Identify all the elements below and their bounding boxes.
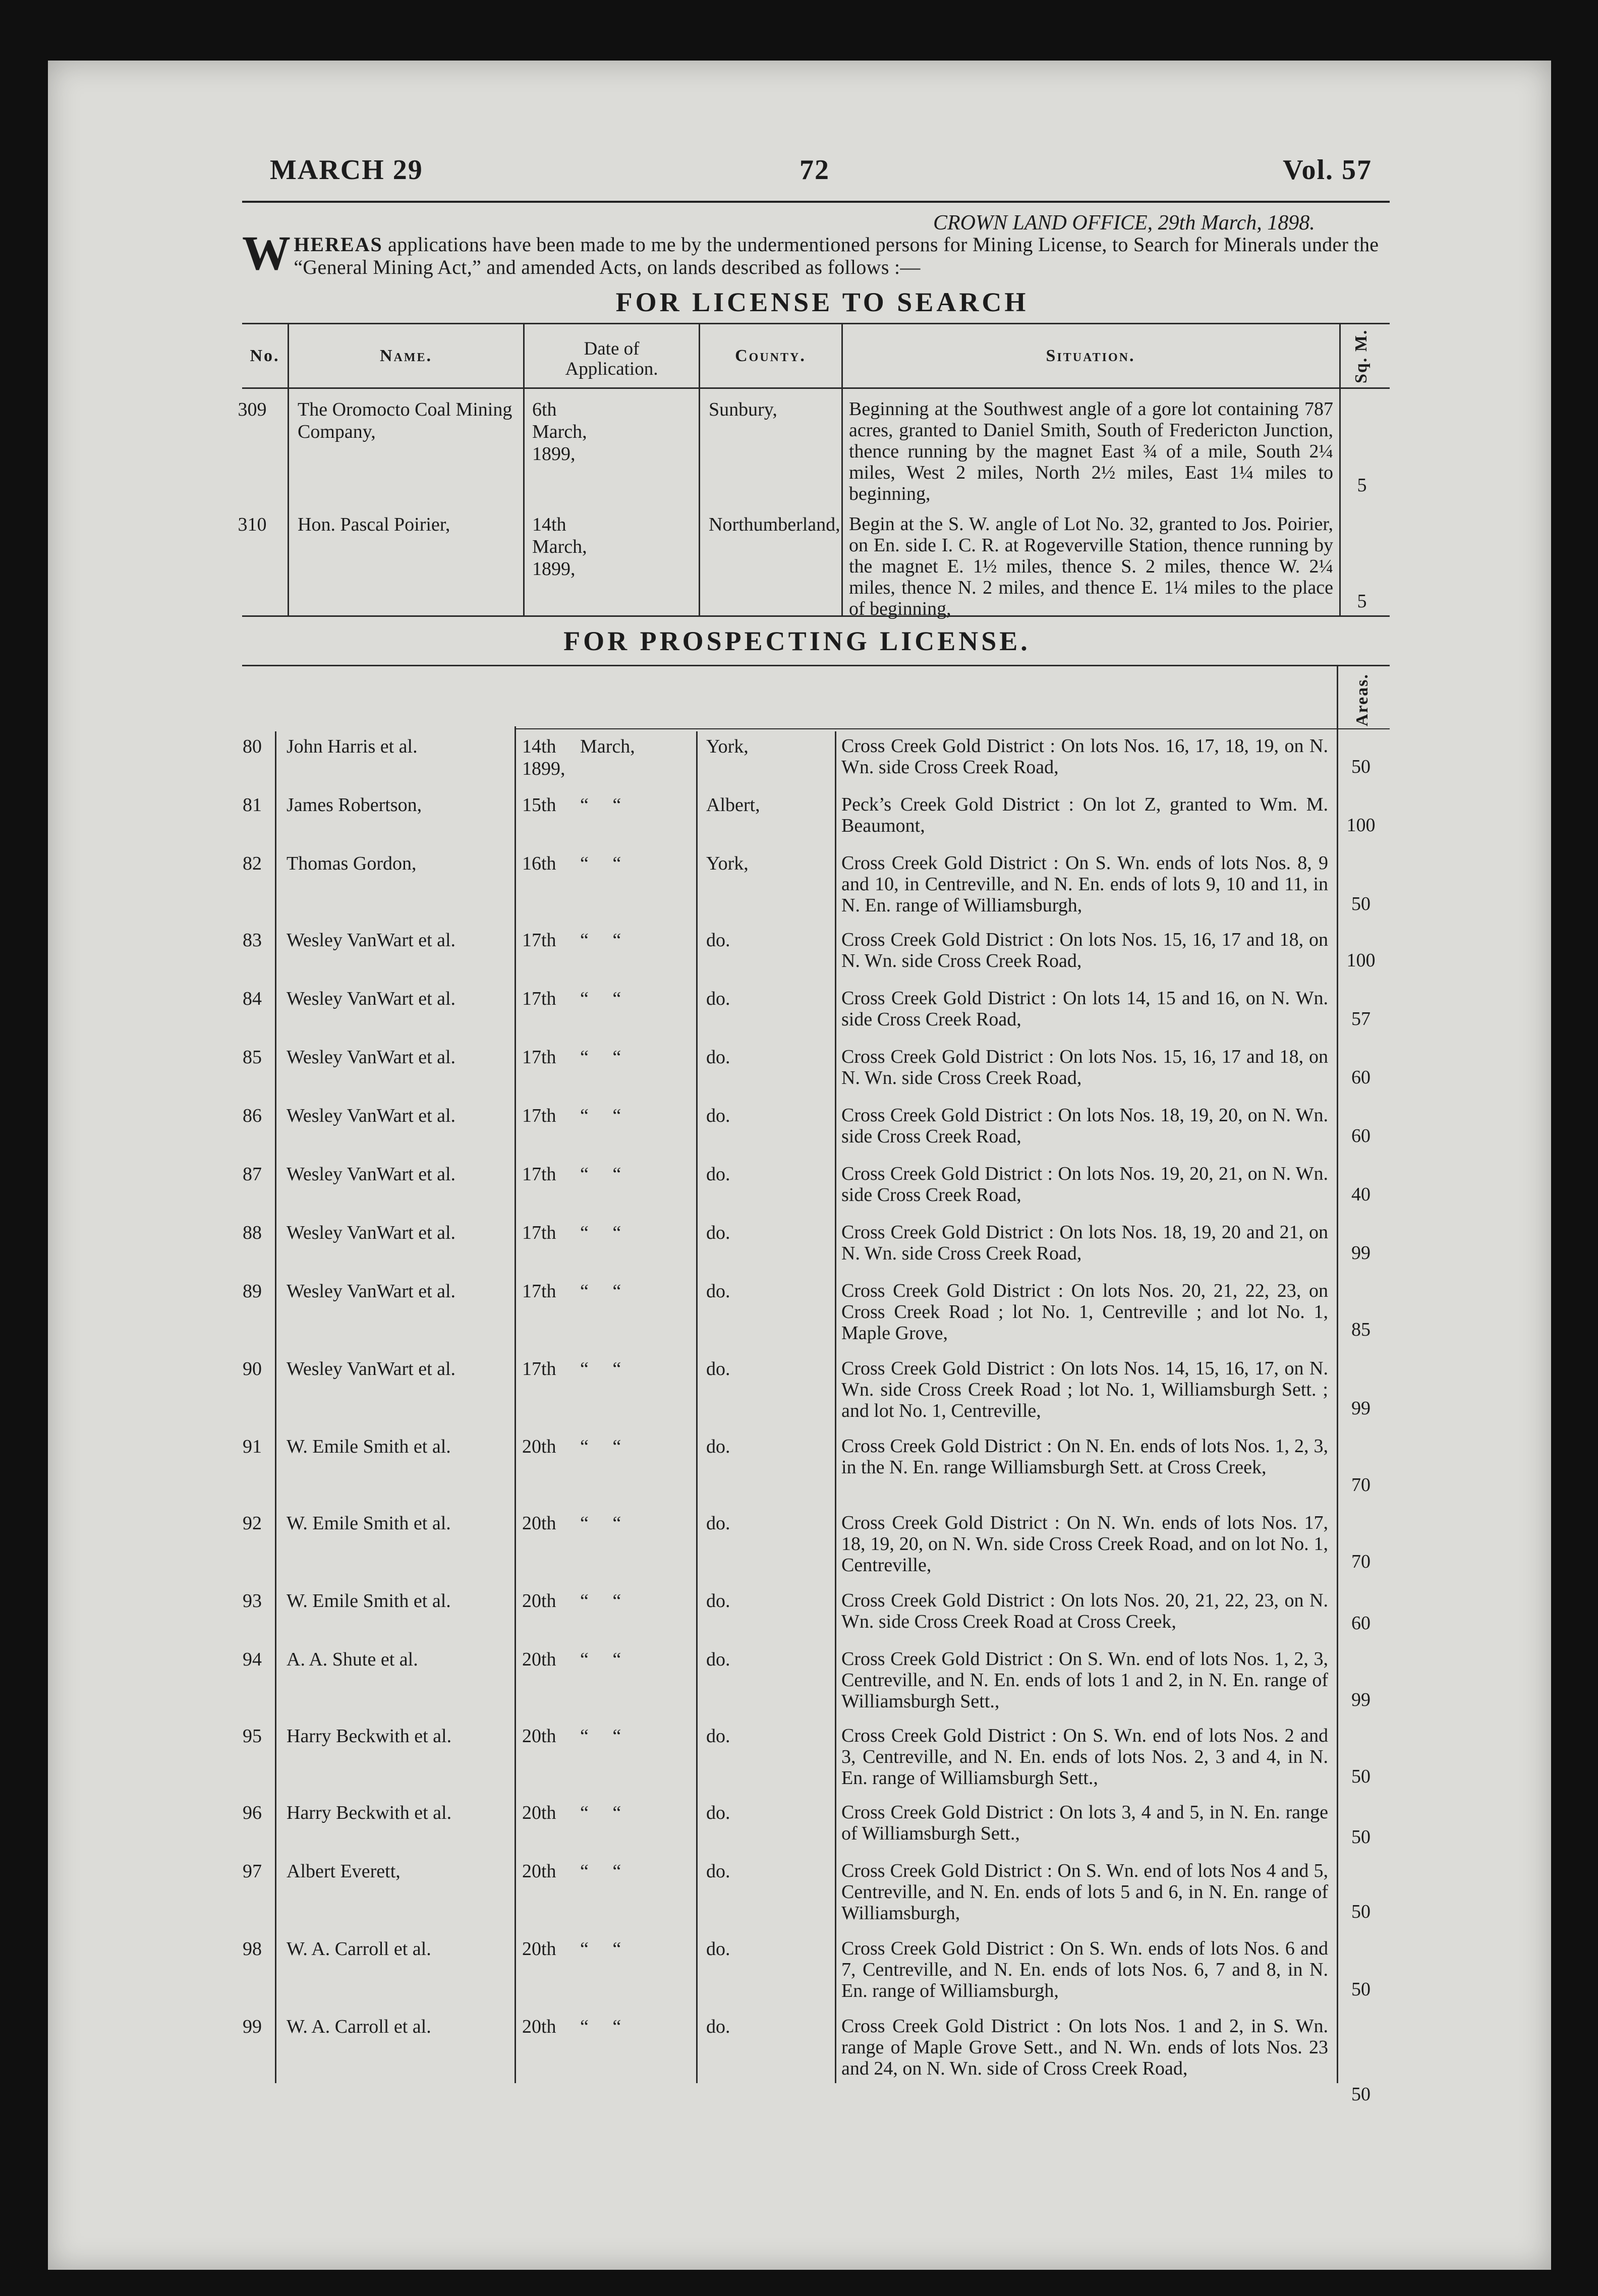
prospect-row-area: 40 [1351,1184,1371,1205]
column-header-date: Date of Application. [565,338,658,379]
prospect-row-situation: Cross Creek Gold District : On lots Nos. 18, 19, 20, on N. Wn. side Cross Creek Road, [841,1105,1328,1147]
search-row-name: The Oromocto Coal Mining Company, [298,399,512,442]
prospect-row-situation: Cross Creek Gold District : On lots 3, 4 and 5, in N. En. range of Williamsburgh Sett., [841,1802,1328,1844]
prospect-row-name: Wesley VanWart et al. [287,1164,456,1185]
prospect-row-situation: Cross Creek Gold District : On lots Nos. 20, 21, 22, 23, on N. Wn. side Cross Creek Road at Cross Creek, [841,1590,1328,1632]
prospect-row-no: 80 [243,736,262,757]
search-row-no: 310 [238,514,267,535]
prospect-row-name: W. Emile Smith et al. [287,1590,451,1612]
whereas-lead: HEREAS [294,233,383,256]
prospect-row-date: 15th “ “ [522,794,621,816]
prospect-row-area: 50 [1351,1826,1371,1848]
prospect-row-area: 70 [1351,1474,1371,1496]
prospect-row-area: 99 [1351,1689,1371,1710]
search-col-divider [699,324,700,615]
prospect-row-no: 94 [243,1649,262,1670]
prospect-row-county: do. [706,1281,730,1302]
prospect-row-name: Albert Everett, [287,1861,401,1882]
prospect-row-county: do. [706,1222,730,1243]
prospect-row-county: York, [706,853,749,874]
header-date: MARCH 29 [270,154,423,186]
search-row-situation: Begin at the S. W. angle of Lot No. 32, granted to Jos. Poirier, on En. side I. C. R. at Rogeverville Station, thence running by the magnet E. 1½ miles, thence S. 2 miles, thence W. 2¼ miles, thence N. 2 miles, and thence E. 1¼ miles to the place of beginning, [849,513,1333,619]
column-header-no: No. [250,347,280,365]
column-header-areas: Areas. [1353,673,1372,726]
prospect-col-divider [515,726,516,2083]
prospect-row-date: 17th “ “ [522,1047,621,1068]
prospect-row-county: do. [706,1436,730,1457]
volume-label: Vol. 57 [1283,154,1372,186]
prospect-row-name: Wesley VanWart et al. [287,1047,456,1068]
search-row-area: 5 [1357,475,1367,496]
prospect-row-date: 20th “ “ [522,1861,621,1882]
prospect-row-name: Wesley VanWart et al. [287,930,456,951]
prospect-row-date: 16th “ “ [522,853,621,874]
prospect-row-name: Wesley VanWart et al. [287,1358,456,1380]
prospect-row-name: Thomas Gordon, [287,853,417,874]
prospect-row-area: 100 [1346,950,1376,971]
prospect-row-area: 70 [1351,1551,1371,1572]
search-col-divider [841,324,843,615]
prospect-row-situation: Cross Creek Gold District : On lots Nos. 19, 20, 21, on N. Wn. side Cross Creek Road, [841,1163,1328,1206]
prospect-row-date: 17th “ “ [522,1281,621,1302]
prospect-areas-divider [1337,666,1338,2083]
prospect-row-date: 20th “ “ [522,1590,621,1612]
prospect-row-county: do. [706,1938,730,1960]
prospect-row-no: 95 [243,1726,262,1747]
prospect-row-area: 50 [1351,2084,1371,2105]
column-header-situation: Situation. [1046,347,1135,365]
prospect-row-date: 17th “ “ [522,1222,621,1243]
prospect-row-date: 14th March, 1899, [522,736,635,779]
page-number: 72 [800,154,830,186]
prospect-row-no: 90 [243,1358,262,1380]
prospect-row-date: 17th “ “ [522,1164,621,1185]
prospect-row-situation: Cross Creek Gold District : On N. Wn. ends of lots Nos. 17, 18, 19, 20, on N. Wn. side Cross Creek Road, and on lot No. 1, Centreville, [841,1512,1328,1576]
prospect-row-situation: Cross Creek Gold District : On lots 14, 15 and 16, on N. Wn. side Cross Creek Road, [841,988,1328,1030]
prospect-top-rule [242,665,1390,666]
search-row-date: 14th March, 1899, [532,514,587,580]
prospect-row-date: 20th “ “ [522,1938,621,1960]
prospect-row-area: 50 [1351,1766,1371,1787]
prospect-row-no: 85 [243,1047,262,1068]
prospect-col-divider [696,731,698,2083]
prospect-row-area: 50 [1351,1979,1371,2000]
prospect-row-date: 20th “ “ [522,1726,621,1747]
prospect-row-county: do. [706,1802,730,1823]
prospect-row-name: Wesley VanWart et al. [287,1222,456,1243]
prospect-row-no: 88 [243,1222,262,1243]
prospect-row-date: 17th “ “ [522,1105,621,1126]
prospect-row-no: 97 [243,1861,262,1882]
prospect-row-name: Harry Beckwith et al. [287,1726,452,1747]
prospect-row-area: 60 [1351,1067,1371,1088]
prospect-row-county: York, [706,736,749,757]
prospect-row-name: A. A. Shute et al. [287,1649,418,1670]
prospect-row-county: do. [706,2016,730,2037]
search-row-name: Hon. Pascal Poirier, [298,514,450,535]
prospect-row-date: 20th “ “ [522,1436,621,1457]
prospect-row-no: 86 [243,1105,262,1126]
prospect-row-no: 84 [243,988,262,1009]
header-rule [242,201,1390,203]
page-header [270,154,1372,194]
prospect-col-divider [835,731,836,2083]
prospect-row-situation: Cross Creek Gold District : On lots Nos. 18, 19, 20 and 21, on N. Wn. side Cross Creek Road, [841,1222,1328,1264]
prospect-row-no: 81 [243,794,262,816]
search-row-situation: Beginning at the Southwest angle of a gore lot containing 787 acres, granted to Daniel Smith, South of Fredericton Junction, thence running by the magnet East ¾ of a mile, South 2¼ miles, West 2 miles, North 2½ miles, East 1¼ miles to beginning, [849,398,1333,504]
prospect-row-date: 20th “ “ [522,1802,621,1823]
prospect-row-no: 99 [243,2016,262,2037]
prospect-row-area: 85 [1351,1319,1371,1340]
prospect-row-name: W. Emile Smith et al. [287,1513,451,1534]
prospect-row-name: Wesley VanWart et al. [287,988,456,1009]
prospect-row-name: Wesley VanWart et al. [287,1281,456,1302]
prospect-row-situation: Cross Creek Gold District : On S. Wn. end of lots Nos 4 and 5, Centreville, and N. En. ends of lots 5 and 6, in N. En. range of Williamsburgh, [841,1860,1328,1924]
prospect-row-no: 93 [243,1590,262,1612]
prospect-row-area: 60 [1351,1613,1371,1634]
search-row-area: 5 [1357,591,1367,612]
column-header-name: Name. [379,347,433,365]
prospect-row-situation: Cross Creek Gold District : On lots Nos. 14, 15, 16, 17, on N. Wn. side Cross Creek Road ; lot No. 1, Williamsburgh Sett. ; and lot No. 1, Centreville, [841,1358,1328,1421]
prospect-row-date: 17th “ “ [522,930,621,951]
prospect-row-name: W. Emile Smith et al. [287,1436,451,1457]
prospect-row-name: W. A. Carroll et al. [287,1938,431,1960]
prospect-row-area: 50 [1351,1901,1371,1922]
search-row-no: 309 [238,399,267,420]
prospect-row-name: John Harris et al. [287,736,418,757]
search-row-county: Northumberland, [709,514,840,535]
prospect-row-county: do. [706,1105,730,1126]
prospect-row-name: Wesley VanWart et al. [287,1105,456,1126]
prospect-row-situation: Cross Creek Gold District : On lots Nos. 15, 16, 17 and 18, on N. Wn. side Cross Creek Road, [841,1046,1328,1088]
prospect-row-name: Harry Beckwith et al. [287,1802,452,1823]
search-row-date: 6th March, 1899, [532,399,587,465]
prospect-row-situation: Cross Creek Gold District : On lots Nos. 15, 16, 17 and 18, on N. Wn. side Cross Creek Road, [841,929,1328,971]
office-line: CROWN LAND OFFICE, 29th March, 1898. [933,211,1315,235]
prospect-row-situation: Peck’s Creek Gold District : On lot Z, granted to Wm. M. Beaumont, [841,794,1328,836]
prospect-row-county: do. [706,1164,730,1185]
prospect-row-no: 96 [243,1802,262,1823]
prospect-row-area: 50 [1351,893,1371,914]
prospect-row-county: do. [706,988,730,1009]
prospect-row-situation: Cross Creek Gold District : On S. Wn. ends of lots Nos. 8, 9 and 10, in Centreville, and N. En. ends of lots 9, 10 and 11, in N. En. range of Williamsburgh, [841,852,1328,916]
column-header-sq-m: Sq. M. [1352,329,1371,383]
prospect-row-situation: Cross Creek Gold District : On S. Wn. ends of lots Nos. 6 and 7, Centreville, and N. En. ends of lots Nos. 6, 7 and 8, in N. En. range of Williamsburgh, [841,1938,1328,2001]
prospect-row-county: do. [706,930,730,951]
search-col-divider [1339,324,1341,615]
prospect-row-date: 20th “ “ [522,1649,621,1670]
search-col-divider [288,324,289,615]
column-header-county: County. [735,347,806,365]
prospect-row-county: Albert, [706,794,760,816]
prospect-row-area: 99 [1351,1398,1371,1419]
prospect-row-county: do. [706,1358,730,1380]
prospect-row-no: 89 [243,1281,262,1302]
prospect-row-county: do. [706,1861,730,1882]
prospect-row-date: 20th “ “ [522,2016,621,2037]
search-row-county: Sunbury, [709,399,777,420]
prospect-row-no: 98 [243,1938,262,1960]
search-table-top-rule [242,323,1390,324]
prospect-row-date: 17th “ “ [522,1358,621,1380]
prospect-row-situation: Cross Creek Gold District : On S. Wn. end of lots Nos. 2 and 3, Centreville, and N. En. ends of lots Nos. 2, 3 and 4, in N. En. range of Williamsburgh Sett., [841,1725,1328,1789]
prospect-row-name: W. A. Carroll et al. [287,2016,431,2037]
prospect-row-no: 87 [243,1164,262,1185]
whereas-paragraph [242,226,1392,280]
prospect-row-area: 99 [1351,1242,1371,1264]
prospect-row-county: do. [706,1513,730,1534]
prospect-row-county: do. [706,1590,730,1612]
prospect-row-no: 92 [243,1513,262,1534]
prospect-col-divider [275,731,276,2083]
prospect-row-situation: Cross Creek Gold District : On lots Nos. 1 and 2, in S. Wn. range of Maple Grove Sett., and N. Wn. ends of lots Nos. 23 and 24, on N. Wn. side of Cross Creek Road, [841,2016,1328,2079]
prospect-row-area: 100 [1346,815,1376,836]
drop-cap: W [242,226,291,280]
prospect-row-situation: Cross Creek Gold District : On lots Nos. 16, 17, 18, 19, on N. Wn. side Cross Creek Road, [841,735,1328,778]
search-section-title: FOR LICENSE TO SEARCH [615,287,1029,317]
prospect-row-no: 91 [243,1436,262,1457]
prospect-row-county: do. [706,1047,730,1068]
prospect-row-area: 60 [1351,1125,1371,1146]
search-col-divider [523,324,525,615]
prospect-section-title: FOR PROSPECTING LICENSE. [563,626,1031,656]
prospect-row-area: 50 [1351,756,1371,777]
prospect-row-name: James Robertson, [287,794,422,816]
prospect-row-situation: Cross Creek Gold District : On N. En. ends of lots Nos. 1, 2, 3, in the N. En. range Williamsburgh Sett. at Cross Creek, [841,1436,1328,1478]
prospect-row-no: 83 [243,930,262,951]
prospect-row-date: 20th “ “ [522,1513,621,1534]
prospect-header-rule [515,728,1390,729]
prospect-row-no: 82 [243,853,262,874]
prospect-row-area: 57 [1351,1008,1371,1029]
prospect-row-county: do. [706,1649,730,1670]
search-table-header-rule [242,387,1390,389]
prospect-row-date: 17th “ “ [522,988,621,1009]
whereas-text: applications have been made to me by the undermentioned persons for Mining License, to Search for Minerals under the “General Mining Act,” and amended Acts, on lands described as follows :— [294,233,1379,278]
prospect-row-situation: Cross Creek Gold District : On lots Nos. 20, 21, 22, 23, on Cross Creek Road ; lot No. 1, Centreville ; and lot No. 1, Maple Grove, [841,1280,1328,1344]
prospect-row-county: do. [706,1726,730,1747]
prospect-row-situation: Cross Creek Gold District : On S. Wn. end of lots Nos. 1, 2, 3, Centreville, and N. En. ends of lots 1 and 2, in N. En. range of Williamsburgh Sett., [841,1648,1328,1712]
